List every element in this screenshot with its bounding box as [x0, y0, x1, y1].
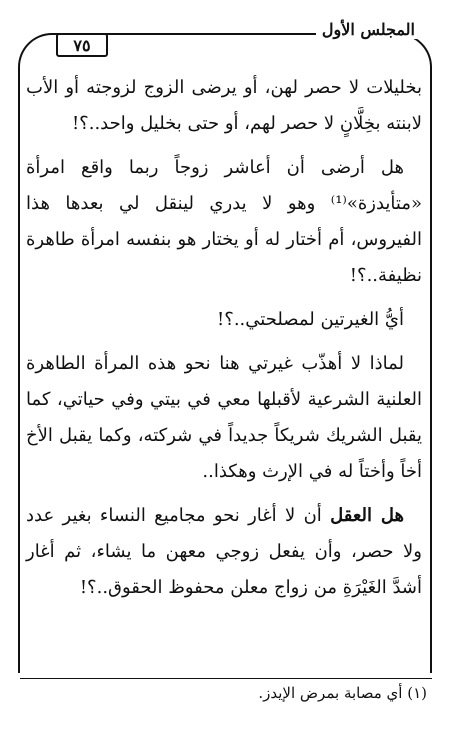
paragraph-5: [26, 498, 422, 606]
paragraph-5-rest: أن لا أغار نحو مجاميع النساء بغير عدد ولا حصر، وأن يفعل زوجي معهن ما يشاء، ثم أغار أشدَّ الغَيْرَةِ من زواج معلن محفوظ الحقوق..؟!: [26, 505, 422, 598]
paragraph-4: لماذا لا أهذّب غيرتي هنا نحو هذه المرأة الطاهرة العلنية الشرعية لأقبلها معي في بيتي وفي حياتي، كما يقبل الشريك شريكاً جديداً في شركته، وكما يقبل الأخ أخاً وأختاً له في الإرث وهكذا..: [26, 353, 422, 482]
paragraph-5-lead: هل العقل: [330, 505, 404, 526]
footnote-divider: [20, 678, 432, 679]
paragraph-2: هل أرضى أن أعاشر زوجاً ربما واقع امرأة «متأيدزة»⁽¹⁾ وهو لا يدري لينقل لي بعدها هذا الفيروس، أم أختار له أو يختار هو بنفسه امرأة طاهرة نظيفة..؟!: [26, 157, 422, 286]
page-number: ٧٥: [56, 33, 108, 57]
paragraph-3: أيُّ الغيرتين لمصلحتي..؟!: [217, 309, 404, 330]
footnote: (١) أي مصابة بمرض الإيدز.: [258, 684, 427, 702]
body-text: [26, 70, 422, 614]
paragraph-1: بخليلات لا حصر لهن، أو يرضى الزوج لزوجته أو الأب لابنته بخِلَّانٍ لا حصر لهم، أو حتى بخليل واحد..؟!: [26, 77, 422, 134]
chapter-title: المجلس الأول: [316, 20, 421, 39]
